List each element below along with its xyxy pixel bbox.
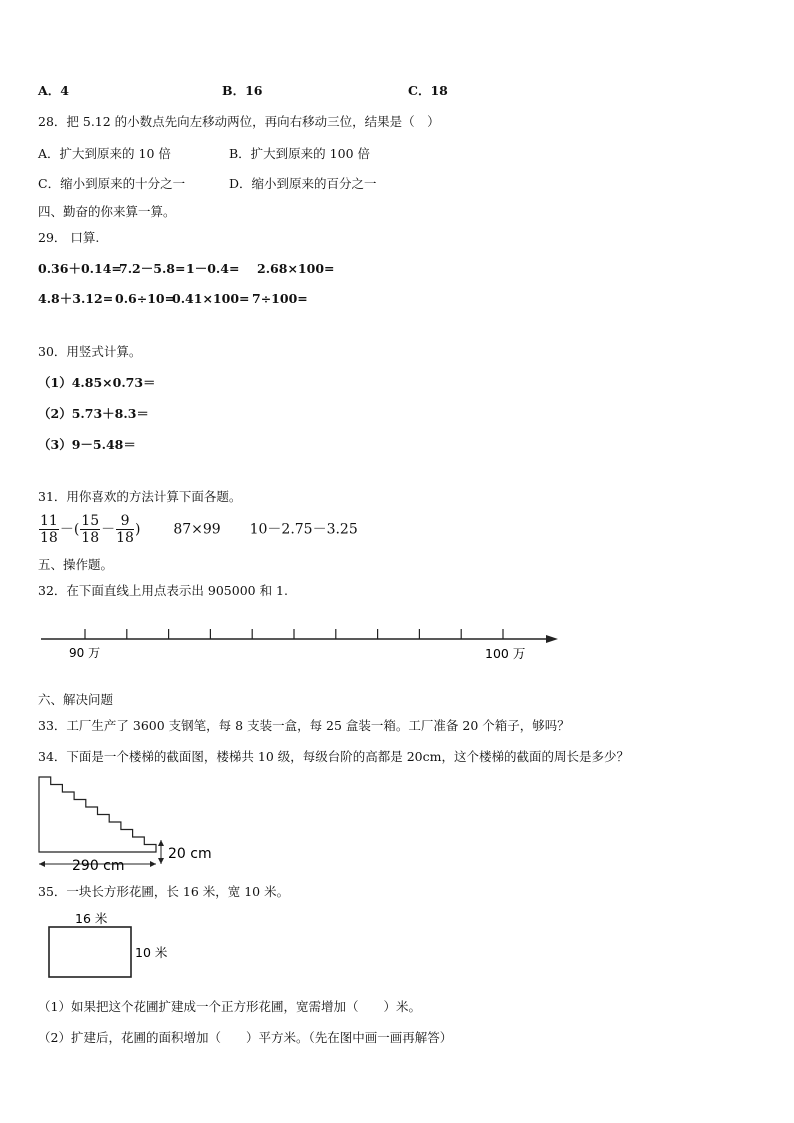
q28-option-c: C．缩小到原来的十分之一	[38, 176, 186, 191]
q31-f2-denominator: 18	[81, 530, 100, 546]
q31-expr3: 10－2.75－3.25	[249, 521, 358, 538]
q34-staircase-diagram	[34, 772, 234, 878]
q35-sub1: （1）如果把这个花圃扩建成一个正方形花圃，宽需增加（ ）米。	[38, 999, 421, 1014]
staircase-outline	[39, 777, 156, 852]
q31-minus: －	[101, 521, 116, 538]
q29-row2-expr3: 0.41×100=	[172, 291, 250, 306]
q28-option-d: D．缩小到原来的百分之一	[229, 176, 377, 191]
q35-rectangle-diagram	[40, 905, 180, 985]
q29-row1-expr3: 1－0.4=	[186, 261, 240, 276]
q28-option-b: B．扩大到原来的 100 倍	[229, 146, 370, 161]
q31-close-paren: )	[134, 521, 141, 538]
q30-stem: 30．用竖式计算。	[38, 344, 142, 359]
section5-title: 五、操作题。	[38, 557, 114, 572]
q34-stem: 34．下面是一个楼梯的截面图，楼梯共 10 级，每级台阶的高都是 20cm，这个楼梯的截面的周长是多少？	[38, 749, 629, 764]
q29-row2-expr1: 4.8＋3.12=	[38, 291, 114, 306]
q31-f3-denominator: 18	[116, 530, 134, 546]
q29-row1-expr1: 0.36＋0.14=	[38, 261, 122, 276]
q28-stem: 28．把 5.12 的小数点先向左移动两位，再向右移动三位，结果是（ ）	[38, 114, 440, 129]
q33-stem: 33．工厂生产了 3600 支钢笔，每 8 支装一盒，每 25 盒装一箱。工厂准备 20 个箱子，够吗？	[38, 718, 570, 733]
step-label: 20 cm	[168, 846, 212, 862]
q29-row2-expr4: 7÷100=	[252, 291, 308, 306]
q31-f1-denominator: 18	[40, 530, 58, 546]
width-arrow-left-icon	[39, 861, 45, 867]
q31-minus-open: －(	[59, 521, 80, 538]
q31-stem: 31．用你喜欢的方法计算下面各题。	[38, 489, 242, 504]
q31-expr2: 87×99	[173, 521, 221, 538]
q29-row2-expr2: 0.6÷10=	[115, 291, 176, 306]
q32-number-line	[36, 620, 566, 668]
number-line-right-label: 100 万	[485, 646, 526, 661]
q35-stem: 35．一块长方形花圃，长 16 米，宽 10 米。	[38, 884, 290, 899]
q28-option-a: A．扩大到原来的 10 倍	[38, 146, 171, 161]
width-label: 290 cm	[72, 858, 125, 874]
q29-row1-expr4: 2.68×100=	[257, 261, 335, 276]
number-line-ticks	[85, 629, 503, 639]
step-arrow-up-icon	[158, 840, 164, 846]
q27-option-c: C．18	[408, 83, 448, 98]
q32-stem: 32．在下面直线上用点表示出 905000 和 1.	[38, 583, 288, 598]
q27-option-b: B．16	[222, 83, 263, 98]
q31-fraction-2	[80, 513, 100, 546]
q29-row1-expr2: 7.2－5.8=	[119, 261, 186, 276]
width-label: 10 米	[135, 945, 168, 960]
q31-f3-numerator: 9	[116, 513, 134, 530]
q30-item-3: （3）9－5.48＝	[38, 437, 136, 452]
length-label: 16 米	[75, 911, 108, 926]
q30-item-2: （2）5.73＋8.3＝	[38, 406, 149, 421]
q35-sub2: （2）扩建后，花圃的面积增加（ ）平方米。（先在图中画一画再解答）	[38, 1030, 453, 1045]
q27-option-a: A．4	[38, 83, 69, 98]
q31-f2-numerator: 15	[81, 513, 100, 529]
step-arrow-down-icon	[158, 858, 164, 864]
width-arrow-right-icon	[150, 861, 156, 867]
section4-title: 四、勤奋的你来算一算。	[38, 204, 176, 219]
q29-stem: 29． 口算.	[38, 230, 100, 245]
q31-fraction-1	[39, 513, 59, 546]
q31-fraction-3	[116, 513, 134, 546]
number-line-left-label: 90 万	[69, 646, 101, 660]
section6-title: 六、解决问题	[38, 692, 114, 707]
q30-item-1: （1）4.85×0.73＝	[38, 375, 156, 390]
garden-rectangle	[49, 927, 131, 977]
q31-expression-row	[38, 513, 358, 546]
q31-f1-numerator: 11	[40, 513, 58, 529]
number-line-arrow-icon	[546, 635, 558, 643]
